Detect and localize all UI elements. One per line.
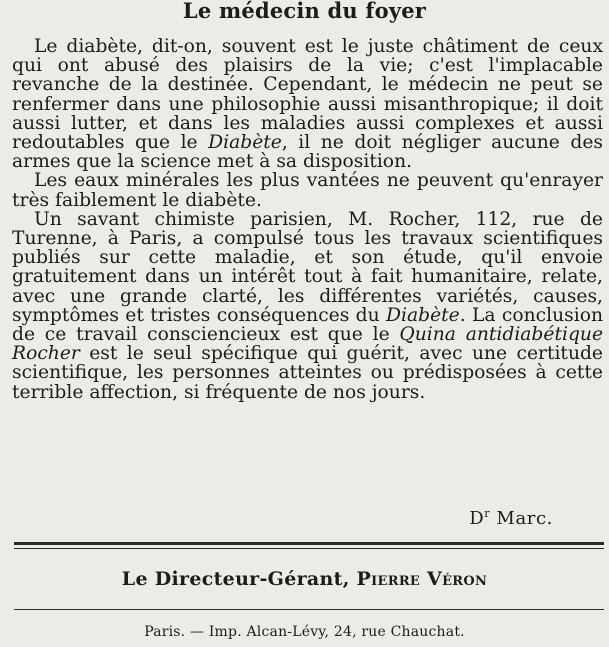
divider-bottom <box>14 609 604 610</box>
paragraph-1-italic-diabete: Diabète <box>208 132 282 154</box>
signature-prefix: D <box>469 508 485 529</box>
paragraph-3-text: Un savant chimiste parisien, M. Rocher, 112, rue de Turenne, à Paris, a compulsé tous les travaux scientifiques publiés sur cette maladie, et son étude, qu'il envoie gratuitement dans un intérêt tout à fait humanitaire, relate, avec une grande clarté, les différentes variétés, causes, symptômes et tristes conséquences du <box>12 208 603 326</box>
paragraph-1-text-end: , il ne doit négliger aucune des armes que la science met à sa disposition. <box>12 132 603 173</box>
editor-name: Pierre Véron <box>356 568 488 590</box>
paragraph-3-italic-quina: Quina antidiabétique Rocher <box>12 324 603 365</box>
signature-superscript: r <box>484 507 491 520</box>
paragraph-2-text: Les eaux minérales les plus vantées ne peuvent qu'enrayer très faiblement le diabète. <box>12 170 603 211</box>
article-body <box>12 37 603 402</box>
editor-line <box>0 568 609 590</box>
editor-label: Le Directeur-Gérant, <box>121 568 357 590</box>
divider-thick <box>14 542 604 545</box>
paragraph-3-text-end: est le seul spécifique qui guérit, avec une certitude scientifique, les personnes atteintes ou prédisposées à cette terrible affection, si fréquente de nos jours. <box>12 343 603 403</box>
paragraph-3-italic-diabete: Diabète <box>386 304 460 326</box>
article-title: Le médecin du foyer <box>182 0 427 23</box>
paragraph-3 <box>12 210 603 402</box>
paragraph-1-text: Le diabète, dit-on, souvent est le juste châtiment de ceux qui ont abusé des plaisirs de la vie; c'est l'implacable revanche de la destinée. Cependant, le médecin ne peut se renfermer dans une philosophie aussi misanthropique; il doit aussi lutter, et dans les maladies aussi complexes et aussi redoutables que le <box>12 36 603 154</box>
paragraph-1 <box>12 37 603 171</box>
divider-thin <box>14 548 604 549</box>
signature-name: Marc. <box>490 508 553 529</box>
paragraph-3-text-mid: . La conclusion de ce travail consciencieux est que le <box>12 304 603 346</box>
printer-line: Paris. — Imp. Alcan-Lévy, 24, rue Chauchat. <box>144 624 465 640</box>
paragraph-2 <box>12 171 603 209</box>
signature <box>469 507 553 529</box>
